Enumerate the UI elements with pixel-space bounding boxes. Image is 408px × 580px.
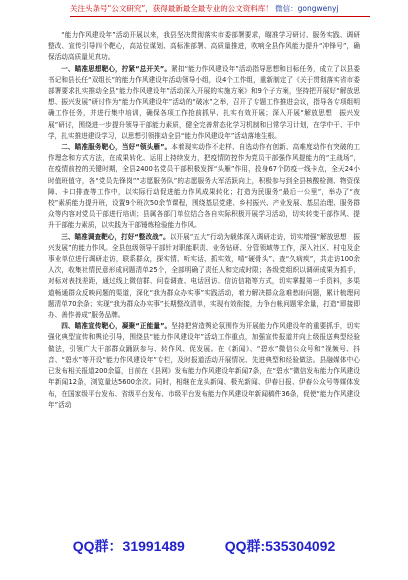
section-3-heading: 三、瞄准调查靶心，打好“整改战”。 [61,232,170,241]
header-banner [70,4,370,17]
section-2-heading: 二、瞄准服务靶心，当好“领头雁”。 [61,143,172,152]
footer-qq-group-1: QQ群：31991489 [72,538,185,554]
section-4-paragraph: 四、瞄准宣传靶心，凝聚“正能量”。坚持把营造舆论氛围作为开展能力作风建设年的重要抓手，切实强化典型宣传和舆论引导，围绕县“能力作风建设年”活动工作重点，加强宣传报道并向上级报送典型经验做法，引领广大干部群众踊跃参与、转作风、促发展。在《新闻》、“碧水”微信公众号和“视频号、抖音、“碧水”等开设“能力作风建设年”专栏，及时报道活动开展情况、先进典型和经验做法。县融媒体中心已发布相关报道200余篇，目前在《县网》发布能力作风建设年新闻7条，在“碧水”微信发布能力作风建设年新闻12条，浏览量达5600余次。同时，相继在龙头新闻、极光新闻、伊春日报、伊春公众号等媒体发布，在国家级平台发布、省级平台发布、市级平台发布能力作风建设年新闻稿件36条，促使“能力作风建设年”活动 [48,322,360,409]
footer-contact [0,536,408,556]
section-3-paragraph: 三、瞄准调查靶心，打好“整改战”。以开展“五大”行动为载体深入调研走访，切实增强“解放思想 振兴发展”的能力作风。全县包级领导干部针对职能职责、业务钻研、分管领域等工作，深入社区、村屯及企事业单位进行调研走访，联系群众，探实情、听实话、抓实效，啃“硬骨头”、查“久病疾”，共走访100余人次，收集社情民意形成问题清单25个，全部明确了责任人和完成时限；各级党组织以调研成果为抓手，对标对表找差距，通过线上微信群、问卷调查、电话回访、信访信箱等方式，切实掌握第一手资料，多渠道畅通群众反映问题的渠道，深化“我为群众办实事”实践活动，着力解决群众急难愁盼问题，累计梳理问题清单70余条；实现“我为群众办实事”长期整改清单，实现有效衔接，力争台帐问题零余量，打造“即接即办、善作善成”服务品牌。 [48,232,360,320]
section-1-paragraph: 一、瞄准思想靶心，拧紧“总开关”。紧扣“能力作风建设年”活动指导思想和目标任务，成立了以县委书记和县长任“双组长”的能力作风建设年活动领导小组，设4个工作组，重新制定了《关于贯彻落实省市委部署要求扎实推动全县“能力作风建设年”活动深入开展的实施方案》和9个子方案，坚持把开展好“解放思想、振兴发展”研讨作为“能力作风建设年”活动的“破冰”之举，召开了专题工作推进会议，指导各专项组明确工作任务，并进行集中培训，确保各项工作抢前抓早、扎实有效开展；深入开展“解放思想 振兴发展”研讨，围绕进一步提升领导干部能力素质，健全完善常态化学习机制和日常学习计划，在学中干、干中学，扎实推进建设学习，以思想引领推动全县“能力作风建设年”活动落地生根。 [48,64,360,140]
section-1-heading: 一、瞄准思想靶心，拧紧“总开关”。 [61,64,172,73]
banner-text: 关注头条号“公文研究”，获得最新最全最专业的公文资料库！ [70,4,273,13]
section-2-paragraph: 二、瞄准服务靶心，当好“领头雁”。本着现实动作不走样、自选动作有创新、高难度动作有突破的工作理念和方式方法，在成果转化、运用上持续发力，把疫情防控作为党员干部强作风提能力的“主战场”，在疫情前控的关键时期，全县2400名党员干部积极发挥“头雁”作用，投身67个防疫一线卡点，全天24小时值班值守，各“党员先锋岗”“志愿服务队”的志愿服务大军活跃向上，积极参与到全县核酸检测、物资保障、卡口排查等工作中，以实际行动促进能力作风成果转化；打造为民服务“最后一公里”，举办了“夜校”素质能力提升班，设置9个班次50余节课程，围绕基层党建、乡村振兴、产业发展、基层治理、服务群众等内容对党员干部进行培训；县属各部门单位结合各自实际积极开展学习活动，切实转变干部作风、提升干部能力素质，以实践为干部锤炼检验能力作风。 [48,143,360,230]
section-4-heading: 四、瞄准宣传靶心，凝聚“正能量”。 [61,322,172,331]
intro-paragraph: “能力作风建设年”活动开展以来，我县坚决贯彻落实市委部署要求，瞄准学习研讨、服务实践、调研整改、宣传引导四个靶心，高站位谋划、高标准部署、高质量推进，吹响全县作风能力提升“冲锋号”，确保活动高质量见真功。 [48,31,360,62]
document-body [48,30,360,411]
footer-qq-group-2: QQ群:535304092 [224,538,336,554]
banner-wechat: 微信：gongwenyj [275,4,339,13]
